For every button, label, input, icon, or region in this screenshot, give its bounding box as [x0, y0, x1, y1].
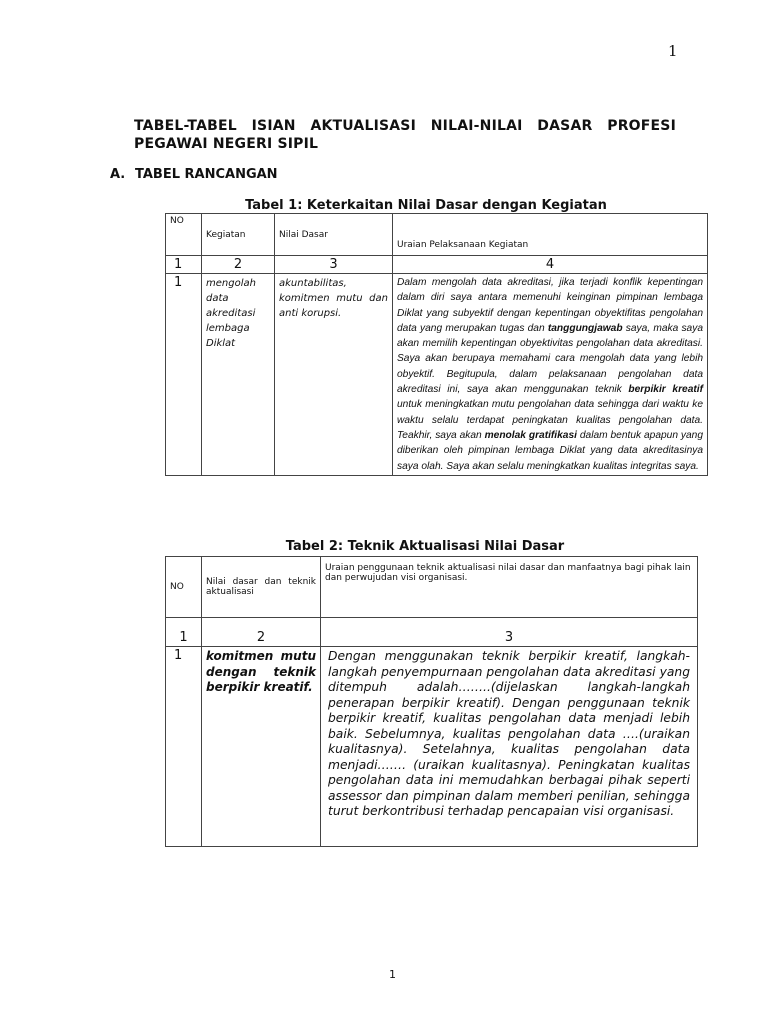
uraian-bold-menolak-gratifikasi: menolak gratifikasi	[484, 429, 577, 441]
table1-header-no: NO	[166, 214, 202, 256]
table2-row-nilai: komitmen mutu dengan teknik berpikir kreatif.	[202, 647, 321, 847]
section-label: TABEL RANCANGAN	[135, 167, 278, 182]
table1-header-nilai: Nilai Dasar	[275, 214, 393, 256]
table2-header-nilai: Nilai dasar dan teknik aktualisasi	[202, 557, 321, 618]
table1-number-row	[166, 256, 708, 274]
uraian-bold-tanggungjawab: tanggungjawab	[547, 322, 623, 334]
uraian-bold-berpikir-kreatif: berpikir kreatif	[628, 384, 703, 396]
table1-row-nilai: akuntabilitas, komitmen mutu dan anti korupsi.	[275, 274, 393, 476]
table1-row-kegiatan: mengolah data akreditasi lembaga Diklat	[202, 274, 275, 476]
table1-row-no: 1	[166, 274, 202, 476]
table2-header-no: NO	[166, 557, 202, 618]
table2-number-row	[166, 618, 698, 647]
table-row	[166, 647, 698, 847]
uraian-text: saya, maka saya akan memilih kepentingan obyektivitas pengolahan data akreditasi. Saya akan berupaya memahami cara mengolah data yang lebih obyektif. Begitupula, dalam pelaksanaan pengolahan data akreditasi ini, saya akan menggunakan teknik	[397, 322, 703, 396]
table1-num-2: 2	[202, 256, 275, 274]
section-heading	[110, 167, 278, 182]
page-number-bottom: 1	[389, 968, 396, 981]
document-title: TABEL-TABEL ISIAN AKTUALISASI NILAI-NILAI DASAR PROFESI PEGAWAI NEGERI SIPIL	[134, 118, 676, 152]
table2-caption: Tabel 2: Teknik Aktualisasi Nilai Dasar	[285, 539, 565, 554]
table2-num-3: 3	[321, 618, 698, 647]
uraian-text: Dalam mengolah data akreditasi, jika terjadi konflik kepentingan dalam diri saya antara memenuhi keinginan pimpinan lembaga Diklat yang subyektif dengan kepentingan obyektifitas pengolahan data yang merupakan tugas dan	[397, 277, 703, 334]
section-letter: A.	[110, 167, 126, 182]
table1-num-3: 3	[275, 256, 393, 274]
table1-num-1: 1	[166, 256, 202, 274]
table2	[165, 556, 698, 847]
table2-header-uraian: Uraian penggunaan teknik aktualisasi nilai dasar dan manfaatnya bagi pihak lain dan perwujudan visi organisasi.	[321, 557, 698, 618]
table2-row-no: 1	[166, 647, 202, 847]
table1-num-4: 4	[393, 256, 708, 274]
table2-num-2: 2	[202, 618, 321, 647]
table1-row-uraian	[393, 274, 708, 476]
table1-caption: Tabel 1: Keterkaitan Nilai Dasar dengan Kegiatan	[245, 198, 607, 213]
table1-header-uraian: Uraian Pelaksanaan Kegiatan	[393, 214, 708, 256]
table1-header-kegiatan: Kegiatan	[202, 214, 275, 256]
table2-row-uraian: Dengan menggunakan teknik berpikir kreatif, langkah-langkah penyempurnaan pengolahan data akreditasi yang ditempuh adalah……..(dijelaskan langkah-langkah penerapan berpikir kreatif). Dengan penggunaan teknik berpikir kreatif, kualitas pengolahan data menjadi lebih baik. Sebelumnya, kualitas pengolahan data ….(uraikan kualitasnya). Setelahnya, kualitas pengolahan data menjadi……. (uraikan kualitasnya). Peningkatan kualitas pengolahan data ini memudahkan berbagai pihak seperti assessor dan pimpinan dalam memberi penilian, sehingga turut berkontribusi terhadap pencapaian visi organisasi.	[321, 647, 698, 847]
uraian-text: untuk meningkatkan mutu pengolahan data sehingga dari waktu ke waktu selalu terdapat peningkatan kualitas pengolahan data. Teakhir, saya akan	[397, 399, 703, 441]
table1	[165, 213, 708, 476]
table-row	[166, 274, 708, 476]
uraian-text: dalam bentuk apapun yang diberikan oleh pimpinan lembaga Diklat yang data akreditasinya saya olah. Saya akan selalu meningkatkan kualitas integritas saya.	[397, 429, 703, 472]
table2-header-row	[166, 557, 698, 618]
page-number-top: 1	[668, 42, 678, 60]
table1-header-row	[166, 214, 708, 256]
table2-num-1: 1	[166, 618, 202, 647]
